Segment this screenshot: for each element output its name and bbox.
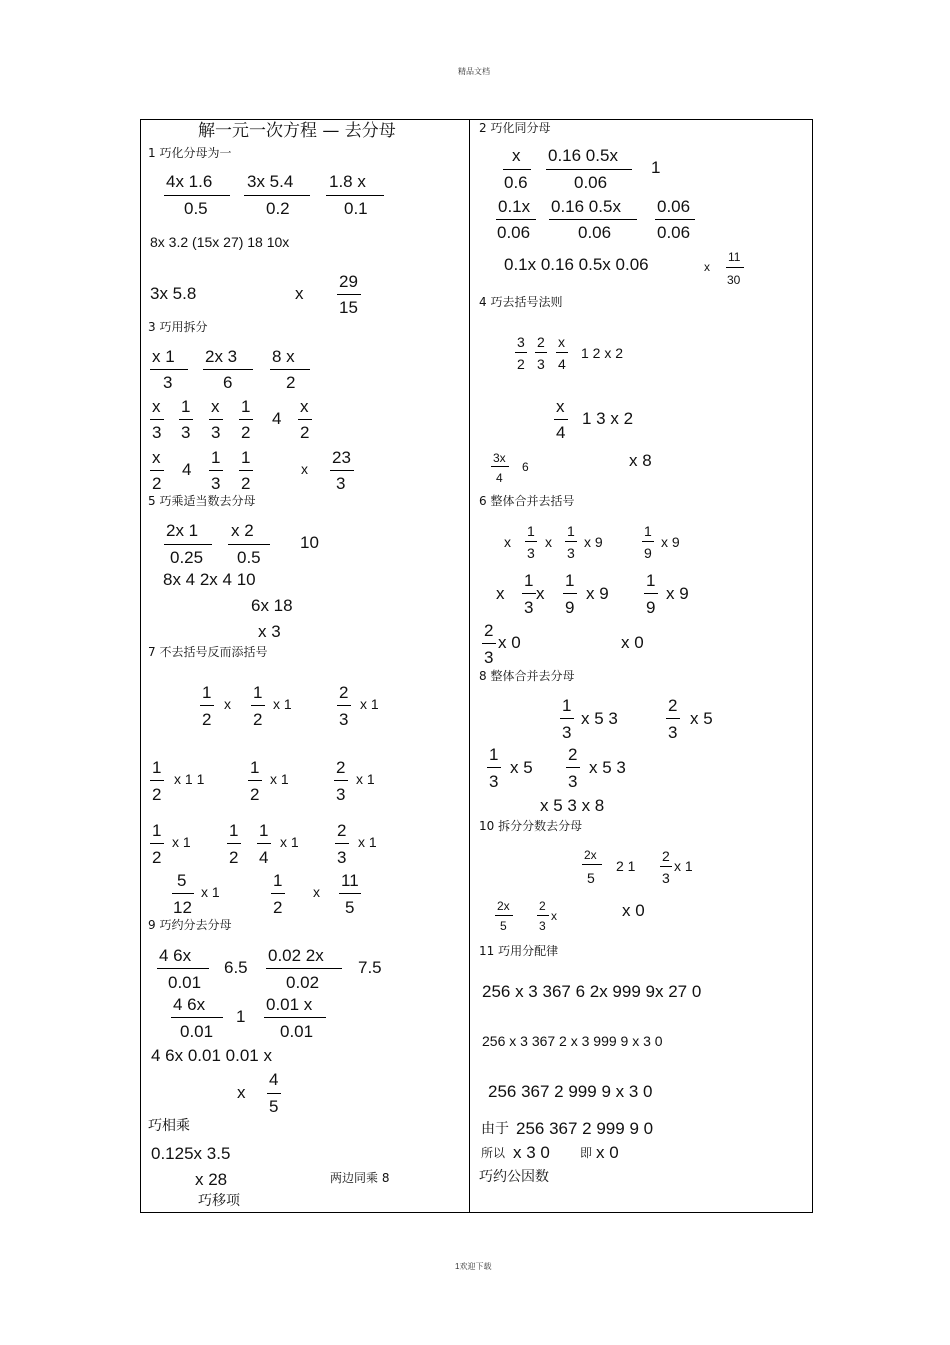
eq7-l3-x1: x 1	[172, 834, 191, 850]
eq11-l2: 256 x 3 367 2 x 3 999 9 x 3 0	[482, 1033, 663, 1049]
eq7-l4-x2: x	[313, 884, 320, 900]
eq1-num1: 4x 1.6	[166, 172, 213, 191]
eq1-line3-x: x	[295, 284, 304, 303]
eq4-l3-6: 6	[522, 460, 529, 474]
eq7-f1n: 1	[202, 683, 212, 702]
eq9-l2-bar1	[171, 1017, 223, 1018]
eq7-l3-f1d: 2	[152, 848, 162, 867]
eq8-f1d: 3	[562, 723, 572, 742]
eq8-bar2	[666, 718, 680, 719]
eq10-l2-bar1	[495, 915, 513, 916]
eq7-l2-bar2	[248, 780, 262, 781]
eq3-c: 8 x	[272, 347, 295, 366]
eq7-l4-ans-bar	[339, 893, 361, 894]
eq10-l2-f1n: 2x	[497, 899, 510, 913]
eq1-ans-num: 29	[339, 272, 358, 291]
eq7-l2-x1: x 1 1	[174, 771, 205, 787]
eq10-rest: x 1	[674, 858, 693, 874]
eq2-l3-x: x	[704, 260, 710, 274]
eq2-rhs: 1	[651, 158, 661, 177]
eq3-l3-4: 1	[241, 448, 251, 467]
eq6-x2: x	[545, 534, 552, 550]
eq7-l4-f1n: 5	[177, 871, 187, 890]
eq10-f2d: 3	[662, 870, 670, 886]
eq4-f1d: 2	[517, 356, 525, 372]
eq3-l2-3d: 3	[211, 423, 221, 442]
eq3-l2-4d: 2	[241, 423, 251, 442]
eq2-n2: 0.16 0.5x	[548, 146, 618, 165]
eq9-bar1	[157, 968, 209, 969]
eq9-mid: 6.5	[224, 958, 248, 977]
eq11-l3: 256 367 2 999 9 x 3 0	[488, 1082, 653, 1101]
eq4-l2-rest: 1 3 x 2	[582, 409, 634, 428]
section-heading-6: 6 整体合并去括号	[479, 494, 575, 508]
eq3-l3-1: x	[152, 448, 161, 467]
eq6-f3d: 9	[644, 545, 652, 561]
eq6-l2-f2d: 9	[565, 598, 575, 617]
section-heading-13: 巧约公因数	[479, 1169, 549, 1185]
eq10-l2-bar2	[537, 915, 549, 916]
eq9-l2-bar2	[264, 1017, 326, 1018]
eq3-l3-ans-num: 23	[332, 448, 351, 467]
eq9-num1: 4 6x	[159, 946, 192, 965]
eq7-l4-bar2	[271, 893, 285, 894]
eq9-l2-mid: 1	[236, 1007, 246, 1026]
eq9-rhs: 7.5	[358, 958, 382, 977]
eq9-l2-num1: 4 6x	[173, 995, 206, 1014]
eq7-bar2	[251, 705, 265, 706]
eq3-l3-3: 1	[211, 448, 221, 467]
eq8-mid: x 5 3	[581, 709, 618, 728]
eq7-l3-f4n: 2	[337, 821, 347, 840]
eq12-note: 两边同乘 8	[330, 1171, 390, 1185]
eq10-l2-f1d: 5	[500, 919, 507, 933]
eq11-l5-label2: 即	[580, 1146, 593, 1160]
eq9-l4-bar	[267, 1093, 281, 1094]
eq11-l5-ans: x 0	[596, 1143, 619, 1162]
eq7-x3: x 1	[360, 696, 379, 712]
eq9-l2-num2: 0.01 x	[266, 995, 313, 1014]
section-heading-12: 巧相乘	[148, 1118, 190, 1134]
eq2-l3-ans-bar	[726, 267, 744, 268]
eq7-l4-x1: x 1	[201, 884, 220, 900]
eq3-a: x 1	[152, 347, 175, 366]
eq7-bar1	[200, 705, 214, 706]
eq5-line3: 6x 18	[251, 596, 293, 615]
eq2-l2-n3: 0.06	[657, 197, 691, 216]
eq2-l3-ans-n: 11	[728, 250, 741, 264]
eq7-x1: x	[224, 696, 231, 712]
eq4-bar3	[556, 352, 568, 353]
eq6-f1n: 1	[527, 523, 535, 539]
eq9-l4-den: 5	[269, 1097, 279, 1116]
section-heading-2: 2 巧化同分母	[479, 121, 551, 135]
eq6-l2-rest1: x 9	[586, 584, 609, 603]
eq7-l3-bar2	[227, 843, 241, 844]
eq4-l3-ans: x 8	[629, 451, 652, 470]
eq5-den2: 0.5	[237, 548, 261, 567]
eq10-l2-x: x	[551, 909, 557, 923]
eq3-b-den: 6	[223, 373, 233, 392]
eq7-l3-f1n: 1	[152, 821, 162, 840]
eq3-l2-bar6	[298, 419, 312, 420]
eq2-l3-ans-d: 30	[727, 273, 741, 287]
eq4-l3-bar	[491, 466, 509, 467]
eq6-l3-bar	[482, 643, 496, 644]
eq8-f1n: 1	[562, 696, 572, 715]
eq3-l2-bar2	[179, 419, 193, 420]
eq3-bar-c	[270, 369, 310, 370]
eq3-l2-bar1	[150, 419, 164, 420]
eq3-l2-2d: 3	[181, 423, 191, 442]
eq11-l5-label: 所以	[481, 1146, 506, 1160]
eq4-f3n: x	[558, 334, 565, 350]
eq8-l2-rest: x 5 3	[589, 758, 626, 777]
eq5-line4: x 3	[258, 622, 281, 641]
eq3-l3-bar1	[150, 470, 164, 471]
eq7-l4-f1d: 12	[173, 898, 192, 917]
section-heading-8: 8 整体合并去分母	[479, 669, 575, 683]
eq3-l3-ans-den: 3	[336, 474, 346, 493]
eq7-l4-ans-n: 11	[341, 871, 359, 890]
eq3-l2-1: x	[152, 397, 161, 416]
eq9-l4-num: 4	[269, 1070, 279, 1089]
eq4-f2n: 2	[537, 334, 545, 350]
eq10-bar2	[660, 866, 672, 867]
eq3-bar-a	[150, 369, 188, 370]
page-footer: 1欢迎下载	[455, 1262, 492, 1271]
eq1-line2: 8x 3.2 (15x 27) 18 10x	[150, 234, 290, 250]
eq7-l3-bar4	[335, 843, 349, 844]
eq7-l2-f3n: 2	[336, 758, 346, 777]
eq6-l3-ans: x 0	[621, 633, 644, 652]
eq6-l2-x2: x	[536, 584, 545, 603]
eq7-l3-bar3	[257, 843, 271, 844]
eq7-l2-f2n: 1	[250, 758, 260, 777]
section-heading-1: 1 巧化分母为一	[148, 146, 232, 160]
eq3-l2-bar3	[209, 419, 223, 420]
eq6-l2-f2n: 1	[565, 571, 575, 590]
eq10-f1d: 5	[587, 870, 595, 886]
eq7-l3-bar1	[150, 843, 164, 844]
eq11-l4: 256 367 2 999 9 0	[516, 1119, 654, 1138]
eq10-bar1	[582, 864, 602, 865]
eq4-l3-d: 4	[496, 471, 503, 485]
column-divider	[469, 119, 470, 1213]
eq11-l4-label: 由于	[481, 1121, 509, 1137]
section-heading-3: 3 巧用拆分	[148, 320, 208, 334]
eq1-num3: 1.8 x	[329, 172, 366, 191]
eq7-l4-bar1	[172, 893, 194, 894]
eq3-bar-b	[203, 369, 253, 370]
eq8-l2-bar1	[487, 767, 501, 768]
eq7-x2: x 1	[273, 696, 292, 712]
eq9-l2-den1: 0.01	[180, 1022, 214, 1041]
section-heading-11: 11 巧用分配律	[479, 944, 559, 958]
eq6-f2d: 3	[567, 545, 575, 561]
eq4-l2-n: x	[556, 397, 565, 416]
eq2-d1: 0.6	[504, 173, 528, 192]
eq3-b: 2x 3	[205, 347, 238, 366]
eq2-l2-d3: 0.06	[657, 223, 691, 242]
eq8-bar1	[560, 718, 574, 719]
eq1-ans-bar	[337, 294, 361, 295]
eq4-bar1	[515, 352, 527, 353]
eq3-l3-2: 4	[182, 460, 192, 479]
eq5-bar1	[164, 544, 212, 545]
eq6-l2-f1n: 1	[524, 571, 534, 590]
eq7-f3n: 2	[339, 683, 349, 702]
eq4-l2-d: 4	[556, 423, 566, 442]
eq2-n1: x	[512, 146, 521, 165]
eq3-l2-4: 1	[241, 397, 251, 416]
eq9-num2: 0.02 2x	[268, 946, 324, 965]
eq2-l2-bar3	[655, 219, 695, 220]
eq7-l3-f3d: 4	[259, 848, 269, 867]
eq6-f3n: 1	[644, 523, 652, 539]
eq7-f2n: 1	[253, 683, 263, 702]
eq3-l2-5: 4	[272, 409, 282, 428]
eq2-l2-d2: 0.06	[578, 223, 612, 242]
eq6-x1: x	[504, 534, 511, 550]
eq4-f2d: 3	[537, 356, 545, 372]
eq5-num2: x 2	[231, 521, 254, 540]
eq7-l2-f1n: 1	[152, 758, 162, 777]
eq3-c-den: 2	[286, 373, 296, 392]
eq7-l3-x3: x 1	[358, 834, 377, 850]
eq8-l2-f1n: 1	[489, 745, 499, 764]
eq6-l3-fd: 3	[484, 648, 494, 667]
eq2-l2-d1: 0.06	[497, 223, 531, 242]
eq3-l3-4d: 2	[241, 474, 251, 493]
eq2-l2-bar1	[496, 219, 536, 220]
eq2-l3: 0.1x 0.16 0.5x 0.06	[504, 255, 649, 274]
section-heading-10: 10 拆分分数去分母	[479, 819, 583, 833]
eq8-l2-f1d: 3	[489, 772, 499, 791]
eq5-rhs: 10	[300, 533, 319, 552]
eq3-l2-1d: 3	[152, 423, 162, 442]
eq5-bar2	[228, 544, 270, 545]
eq7-l2-f1d: 2	[152, 785, 162, 804]
eq9-l4-x: x	[237, 1083, 246, 1102]
eq7-f3d: 3	[339, 710, 349, 729]
eq8-l2-f2d: 3	[568, 772, 578, 791]
eq6-rest2: x 9	[661, 534, 680, 550]
eq6-l2-bar2	[563, 593, 577, 594]
page-header: 精品文档	[458, 67, 490, 76]
page-title: 解一元一次方程 — 去分母	[198, 121, 396, 141]
eq8-l2-f2n: 2	[568, 745, 578, 764]
eq1-num2: 3x 5.4	[247, 172, 294, 191]
eq6-f2n: 1	[567, 523, 575, 539]
eq8-l3: x 5 3 x 8	[540, 796, 605, 815]
eq4-f1n: 3	[517, 334, 525, 350]
eq6-l2-f3n: 1	[646, 571, 656, 590]
eq2-l2-bar2	[549, 219, 637, 220]
eq7-l4-f2d: 2	[273, 898, 283, 917]
eq9-l2-den2: 0.01	[280, 1022, 314, 1041]
eq7-l2-x3: x 1	[356, 771, 375, 787]
eq4-l2-bar	[554, 419, 568, 420]
eq7-l2-f2d: 2	[250, 785, 260, 804]
section-heading-4: 4 巧去括号法则	[479, 295, 563, 309]
eq10-l2-f2d: 3	[539, 919, 546, 933]
eq3-l2-3: x	[211, 397, 220, 416]
eq7-l4-ans-d: 5	[345, 898, 355, 917]
eq7-l3-f2n: 1	[229, 821, 239, 840]
eq7-l4-f2n: 1	[273, 871, 283, 890]
eq3-l3-3d: 3	[211, 474, 221, 493]
eq3-l2-bar4	[239, 419, 253, 420]
eq5-den1: 0.25	[170, 548, 204, 567]
eq4-bar2	[535, 352, 547, 353]
eq3-l3-1d: 2	[152, 474, 162, 493]
eq2-l2-n2: 0.16 0.5x	[551, 197, 621, 216]
eq6-l2-f3d: 9	[646, 598, 656, 617]
eq7-l3-f3n: 1	[259, 821, 269, 840]
eq6-l2-bar1	[522, 593, 536, 594]
eq8-f2n: 2	[668, 696, 678, 715]
eq9-l3: 4 6x 0.01 0.01 x	[151, 1046, 272, 1065]
eq1-bar2	[244, 195, 310, 196]
eq9-den2: 0.02	[286, 973, 320, 992]
eq6-l2-x1: x	[496, 584, 505, 603]
eq6-bar3	[642, 541, 654, 542]
eq7-l2-bar3	[334, 780, 348, 781]
eq3-l2-2: 1	[181, 397, 191, 416]
eq2-bar1	[503, 169, 531, 170]
eq7-l2-f3d: 3	[336, 785, 346, 804]
eq3-l3-x: x	[301, 461, 308, 477]
eq11-l5: x 3 0	[513, 1143, 550, 1162]
eq7-l3-f4d: 3	[337, 848, 347, 867]
eq3-l2-6d: 2	[300, 423, 310, 442]
eq1-line3: 3x 5.8	[150, 284, 197, 303]
section-heading-14: 巧移项	[198, 1193, 240, 1209]
eq7-f2d: 2	[253, 710, 263, 729]
eq3-l3-bar3	[209, 470, 223, 471]
section-heading-9: 9 巧约分去分母	[148, 918, 232, 932]
eq6-bar1	[525, 541, 537, 542]
eq4-f3d: 4	[558, 356, 566, 372]
eq1-bar1	[164, 195, 230, 196]
eq6-rest1: x 9	[584, 534, 603, 550]
eq6-l2-bar3	[644, 593, 658, 594]
section-heading-5: 5 巧乘适当数去分母	[148, 494, 256, 508]
eq4-l3-n: 3x	[493, 451, 506, 465]
eq6-l3-rest: x 0	[498, 633, 521, 652]
eq3-l3-bar4	[239, 470, 253, 471]
eq9-den1: 0.01	[168, 973, 202, 992]
eq2-d2: 0.06	[574, 173, 608, 192]
eq1-ans-den: 15	[339, 298, 358, 317]
eq11-l1: 256 x 3 367 6 2x 999 9x 27 0	[482, 982, 702, 1001]
eq5-num1: 2x 1	[166, 521, 199, 540]
eq6-l2-f1d: 3	[524, 598, 534, 617]
eq2-bar2	[546, 169, 632, 170]
eq8-l2-bar2	[566, 767, 580, 768]
eq2-l2-n1: 0.1x	[498, 197, 531, 216]
eq10-l2-ans: x 0	[622, 901, 645, 920]
eq7-l2-bar1	[150, 780, 164, 781]
eq10-mid: 2 1	[616, 858, 636, 874]
section-heading-7: 7 不去括号反而添括号	[148, 645, 268, 659]
eq1-den1: 0.5	[184, 199, 208, 218]
eq7-f1d: 2	[202, 710, 212, 729]
eq3-l3-ans-bar	[330, 470, 354, 471]
eq9-bar2	[266, 968, 342, 969]
eq7-l3-f2d: 2	[229, 848, 239, 867]
eq5-line2: 8x 4 2x 4 10	[163, 570, 256, 589]
eq10-f1n: 2x	[584, 848, 597, 862]
eq7-l2-x2: x 1	[270, 771, 289, 787]
eq6-l3-fn: 2	[484, 621, 494, 640]
eq4-rest: 1 2 x 2	[581, 345, 624, 361]
eq12-line2: x 28	[195, 1170, 228, 1189]
eq3-l2-6: x	[300, 397, 309, 416]
eq6-f1d: 3	[527, 545, 535, 561]
eq1-den2: 0.2	[266, 199, 290, 218]
eq8-rest: x 5	[690, 709, 713, 728]
eq7-l3-x2: x 1	[280, 834, 299, 850]
eq1-bar3	[326, 195, 384, 196]
eq7-bar3	[337, 705, 351, 706]
eq8-f2d: 3	[668, 723, 678, 742]
eq8-l2-mid: x 5	[510, 758, 533, 777]
eq1-den3: 0.1	[344, 199, 368, 218]
eq6-bar2	[565, 541, 577, 542]
eq3-a-den: 3	[163, 373, 173, 392]
eq12-line1: 0.125x 3.5	[151, 1144, 231, 1163]
eq10-f2n: 2	[662, 848, 670, 864]
eq6-l2-rest2: x 9	[666, 584, 689, 603]
eq10-l2-f2n: 2	[539, 899, 546, 913]
